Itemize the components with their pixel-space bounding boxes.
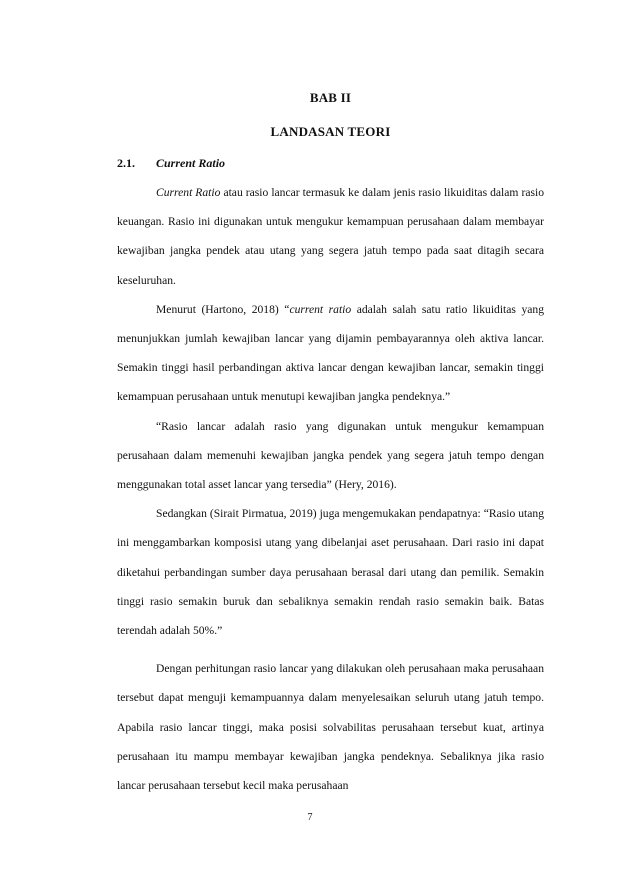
section-number: 2.1. bbox=[117, 156, 135, 170]
page-number: 7 bbox=[307, 812, 313, 823]
paragraph-5: Dengan perhitungan rasio lancar yang dilakukan oleh perusahaan maka perusahaan tersebut dapat menguji kemampuannya dalam menyelesaikan seluruh utang jatuh tempo. Apabila rasio lancar tinggi, maka posisi solvabilitas perusahaan tersebut kuat, artinya perusahaan itu mampu membayar kewajiban jangka pendeknya. Sebaliknya jika rasio lancar perusahaan tersebut kecil maka perusahaan bbox=[117, 662, 544, 793]
chapter-title: LANDASAN TEORI bbox=[270, 124, 391, 139]
paragraph-2-term: current ratio bbox=[289, 302, 352, 316]
paragraph-3: “Rasio lancar adalah rasio yang digunakan untuk mengukur kemampuan perusahaan dalam memenuhi kewajiban jangka pendek yang segera jatuh tempo dengan menggunakan total asset lancar yang tersedia” (Hery, 2016). bbox=[117, 419, 544, 492]
section-title: Current Ratio bbox=[156, 156, 226, 170]
paragraph-1-text: atau rasio lancar termasuk ke dalam jenis rasio likuiditas dalam rasio keuangan. Rasio ini digunakan untuk mengukur kemampuan perusahaan dalam membayar kewajiban jangka pendek atau utang yang segera jatuh tempo pada saat ditagih secara keseluruhan. bbox=[117, 186, 544, 287]
body-text bbox=[117, 178, 544, 800]
paragraph-2 bbox=[117, 295, 544, 412]
paragraph-1 bbox=[117, 178, 544, 295]
chapter-heading: BAB II bbox=[309, 90, 352, 105]
paragraph-2-after: adalah salah satu ratio likuiditas yang menunjukkan jumlah kewajiban lancar yang dijamin pembayarannya oleh aktiva lancar. Semakin tinggi hasil perbandingan aktiva lancar dengan kewajiban lancar, semakin tinggi kemampuan perusahaan untuk menutupi kewajiban jangka pendeknya.” bbox=[117, 302, 544, 404]
paragraph-4: Sedangkan (Sirait Pirmatua, 2019) juga mengemukakan pendapatnya: “Rasio utang ini menggambarkan komposisi utang yang dibelanjai aset perusahaan. Dari rasio ini dapat diketahui perbandingan sumber daya perusahaan berasal dari utang dan pemilik. Semakin tinggi rasio semakin buruk dan sebaliknya semakin rendah rasio semakin baik. Batas terendah adalah 50%.” bbox=[117, 507, 544, 638]
paragraph-1-lead: Current Ratio bbox=[156, 186, 221, 199]
paragraph-2-before: Menurut (Hartono, 2018) “ bbox=[156, 302, 290, 316]
section-heading bbox=[117, 156, 544, 171]
